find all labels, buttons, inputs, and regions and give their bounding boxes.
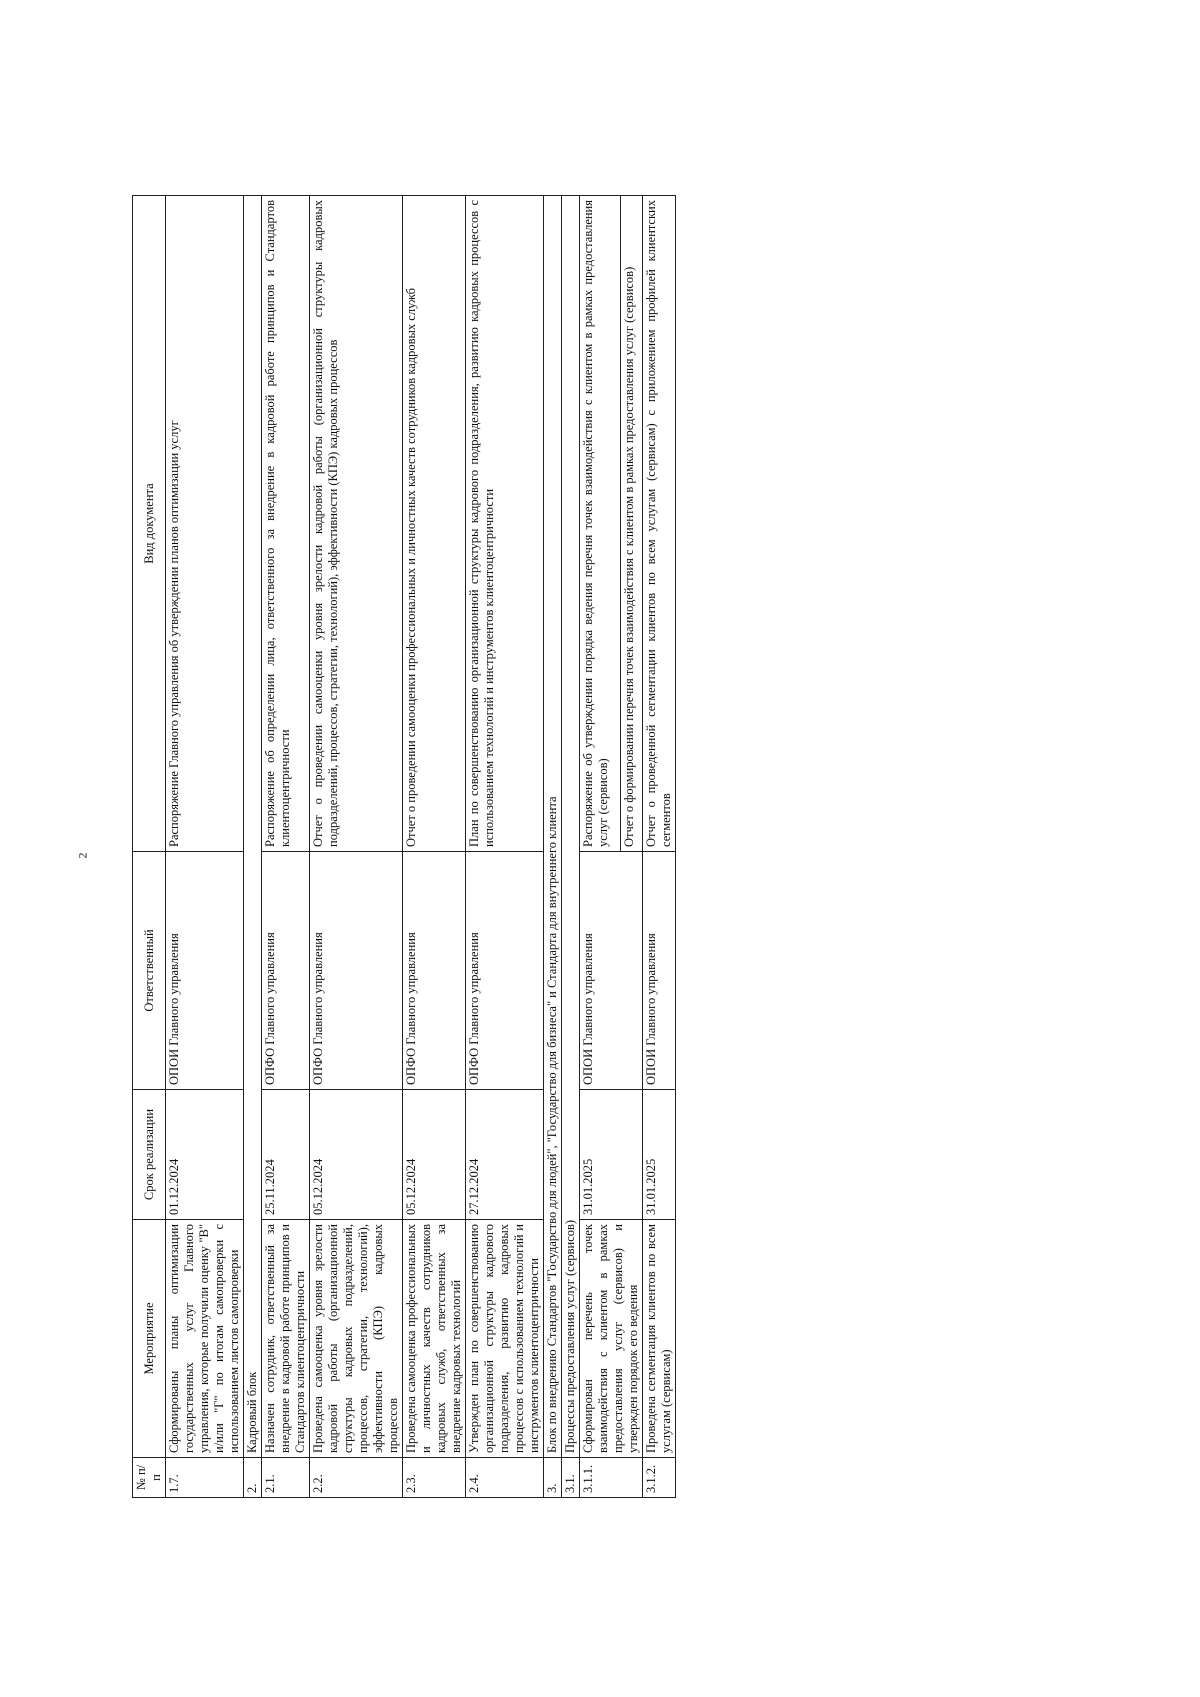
row-action: Сформирован перечень точек взаимодействия с клиентом в рамках предоставления услуг (сервисов) и утвержден порядок его ведения: [580, 1220, 643, 1458]
row-date: 01.12.2024: [166, 1090, 244, 1220]
header-num: № п/п: [133, 1458, 166, 1498]
header-action: Мероприятие: [133, 1220, 166, 1458]
section-row: [244, 196, 262, 1498]
row-number: 1.7.: [166, 1458, 244, 1498]
table-row: [466, 196, 544, 1498]
row-date: 27.12.2024: [466, 1090, 544, 1220]
row-number: 2.1.: [262, 1458, 310, 1498]
row-action: Проведена сегментация клиентов по всем услугам (сервисам): [643, 1220, 676, 1458]
row-action: Проведена самооценка уровня зрелости кадровой работы (организационной структуры кадровых подразделений, процессов, стратегии, технологий), эффективности (КПЭ) кадровых процессов: [310, 1220, 403, 1458]
row-date: 05.12.2024: [310, 1090, 403, 1220]
row-document: Распоряжение Главного управления об утверждении планов оптимизации услуг: [166, 196, 244, 852]
row-number: 2.2.: [310, 1458, 403, 1498]
row-responsible: ОПФО Главного управления: [403, 852, 466, 1090]
row-document: План по совершенствованию организационной структуры кадрового подразделения, развитию кадровых процессов с использованием технологий и инструментов клиентоцентричности: [466, 196, 544, 852]
section-row: [544, 196, 562, 1498]
table-row: [166, 196, 244, 1498]
header-document: Вид документа: [133, 196, 166, 852]
row-document: Отчет о формировании перечня точек взаимодействия с клиентом в рамках предоставления услуг (сервисов): [620, 196, 642, 852]
section-title: Блок по внедрению Стандартов "Государство для людей", "Государство для бизнеса" и Стандарта для внутреннего клиента: [544, 196, 562, 1458]
row-date: 31.01.2025: [643, 1090, 676, 1220]
row-document: Распоряжение об определении лица, ответственного за внедрение в кадровой работе принципов и Стандартов клиентоцентричности: [262, 196, 310, 852]
row-number: 3.: [544, 1458, 562, 1498]
row-responsible: ОПОИ Главного управления: [643, 852, 676, 1090]
row-responsible: ОПОИ Главного управления: [166, 852, 244, 1090]
table-row: [262, 196, 310, 1498]
row-number: 3.1.2.: [643, 1458, 676, 1498]
header-responsible: Ответственный: [133, 852, 166, 1090]
row-number: 2.4.: [466, 1458, 544, 1498]
plan-table: [132, 195, 676, 1498]
row-number: 3.1.: [562, 1458, 580, 1498]
row-document: Отчет о проведенной сегментации клиентов по всем услугам (сервисам) с приложением профилей клиентских сегментов: [643, 196, 676, 852]
table-row: [403, 196, 466, 1498]
table-row: [310, 196, 403, 1498]
row-action: Проведена самооценка профессиональных и личностных качеств сотрудников кадровых служб, ответственных за внедрение кадровых технологий: [403, 1220, 466, 1458]
row-responsible: ОПФО Главного управления: [466, 852, 544, 1090]
row-action: Назначен сотрудник, ответственный за внедрение в кадровой работе принципов и Стандартов клиентоцентричности: [262, 1220, 310, 1458]
table-header-row: [133, 196, 166, 1498]
table-body: [166, 196, 676, 1498]
row-document: Отчет о проведении самооценки профессиональных и личностных качеств сотрудников кадровых служб: [403, 196, 466, 852]
row-responsible: ОПОИ Главного управления: [580, 852, 643, 1090]
row-date: 05.12.2024: [403, 1090, 466, 1220]
row-document: Отчет о проведении самооценки уровня зрелости кадровой работы (организационной структуры кадровых подразделений, процессов, стратегии, технологий), эффективности (КПЭ) кадровых процессов: [310, 196, 403, 852]
section-title: Процессы предоставления услуг (сервисов): [562, 196, 580, 1458]
section-row: [562, 196, 580, 1498]
rotated-table-container: [132, 196, 818, 1498]
row-responsible: ОПФО Главного управления: [262, 852, 310, 1090]
row-date: 25.11.2024: [262, 1090, 310, 1220]
row-number: 3.1.1.: [580, 1458, 643, 1498]
row-number: 2.3.: [403, 1458, 466, 1498]
row-number: 2.: [244, 1458, 262, 1498]
section-title: Кадровый блок: [244, 196, 262, 1458]
table-row: [580, 196, 621, 1498]
row-action: Утвержден план по совершенствованию организационной структуры кадрового подразделения, развитию кадровых процессов с использованием технологий и инструментов клиентоцентричности: [466, 1220, 544, 1458]
header-date: Срок реализации: [133, 1090, 166, 1220]
page-number: 2: [75, 852, 90, 859]
row-action: Сформированы планы оптимизации государственных услуг Главного управления, которые получили оценку "В" и/или "Г" по итогам самопроверки с использованием листов самопроверки: [166, 1220, 244, 1458]
row-date: 31.01.2025: [580, 1090, 643, 1220]
table-row: [643, 196, 676, 1498]
row-document: Распоряжение об утверждении порядка ведения перечня точек взаимодействия с клиентом в рамках предоставления услуг (сервисов): [580, 196, 621, 852]
row-responsible: ОПФО Главного управления: [310, 852, 403, 1090]
